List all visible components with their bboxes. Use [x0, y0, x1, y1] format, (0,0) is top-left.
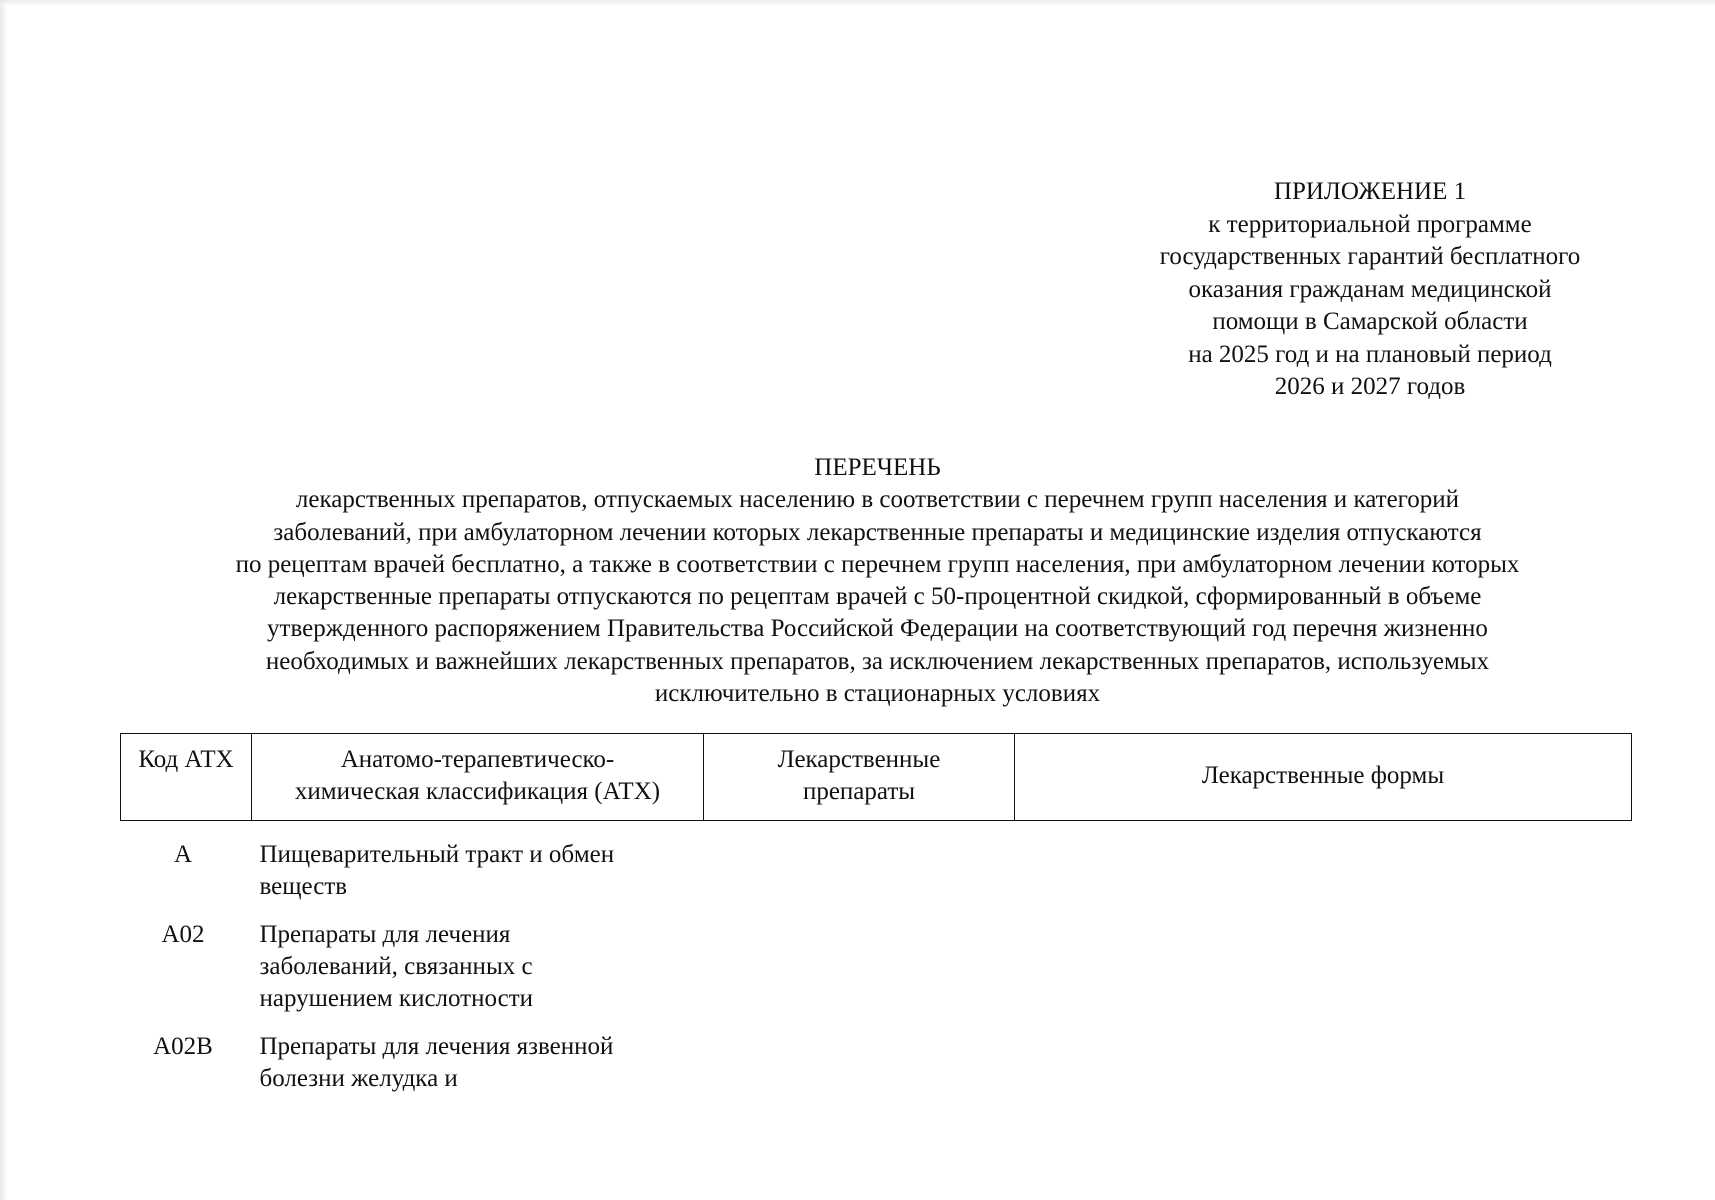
table-header-row	[121, 734, 1632, 821]
appendix-line: к территориальной программе	[1208, 210, 1532, 238]
atc-code: A02	[161, 921, 205, 948]
table-row	[121, 1031, 1632, 1111]
scan-edge-left	[0, 0, 8, 1200]
appendix-block	[1100, 176, 1640, 404]
heading-line: заболеваний, при амбулаторном лечении которых лекарственные препараты и медицинские изделия отпускаются	[273, 518, 1482, 546]
drug-cell	[704, 1031, 1015, 1111]
header-dosage-forms: Лекарственные формы	[1015, 734, 1632, 821]
heading-line: необходимых и важнейших лекарственных препаратов, за исключением лекарственных препаратов, используемых	[265, 647, 1490, 675]
atc-classification: Пищеварительный тракт и обмен веществ	[259, 841, 615, 900]
dosage-form-cell	[1015, 821, 1632, 920]
atc-classification: Препараты для лечения заболеваний, связанных с нарушением кислотности	[259, 921, 534, 1012]
appendix-line: на 2025 год и на плановый период	[1188, 340, 1552, 368]
appendix-line: помощи в Самарской области	[1212, 308, 1528, 335]
atc-code: A02B	[153, 1033, 213, 1060]
appendix-line: государственных гарантий бесплатного	[1159, 243, 1581, 270]
atc-code: A	[173, 841, 193, 868]
drug-cell	[704, 919, 1015, 1031]
dosage-form-cell	[1015, 1031, 1632, 1111]
dosage-form-cell	[1015, 919, 1632, 1031]
appendix-line: 2026 и 2027 годов	[1274, 373, 1466, 400]
scan-edge-top	[0, 0, 1715, 6]
heading-line: лекарственные препараты отпускаются по рецептам врачей с 50-процентной скидкой, сформированный в объеме	[273, 583, 1482, 611]
atc-table	[120, 733, 1632, 1111]
drug-cell	[704, 821, 1015, 920]
appendix-line: оказания гражданам медицинской	[1188, 275, 1552, 303]
heading-line: исключительно в стационарных условиях	[654, 680, 1101, 708]
heading-line: лекарственных препаратов, отпускаемых населению в соответствии с перечнем групп населения и категорий	[295, 486, 1460, 514]
table-row	[121, 821, 1632, 920]
heading-title: ПЕРЕЧЕНЬ	[814, 454, 941, 481]
header-drugs: Лекарственные препараты	[704, 734, 1015, 821]
table-row	[121, 919, 1632, 1031]
heading-line: по рецептам врачей бесплатно, а также в соответствии с перечнем групп населения, при амбулаторном лечении которых	[235, 550, 1520, 578]
appendix-title: ПРИЛОЖЕНИЕ 1	[1273, 178, 1467, 205]
header-atc-code: Код АТХ	[121, 734, 252, 821]
document-heading	[100, 452, 1655, 710]
heading-line: утвержденного распоряжением Правительства Российской Федерации на соответствующий год перечня жизненно	[267, 615, 1488, 643]
atc-classification: Препараты для лечения язвенной болезни желудка и	[259, 1033, 614, 1092]
header-atc-classification: Анатомо-терапевтическо- химическая классификация (АТХ)	[252, 734, 704, 821]
